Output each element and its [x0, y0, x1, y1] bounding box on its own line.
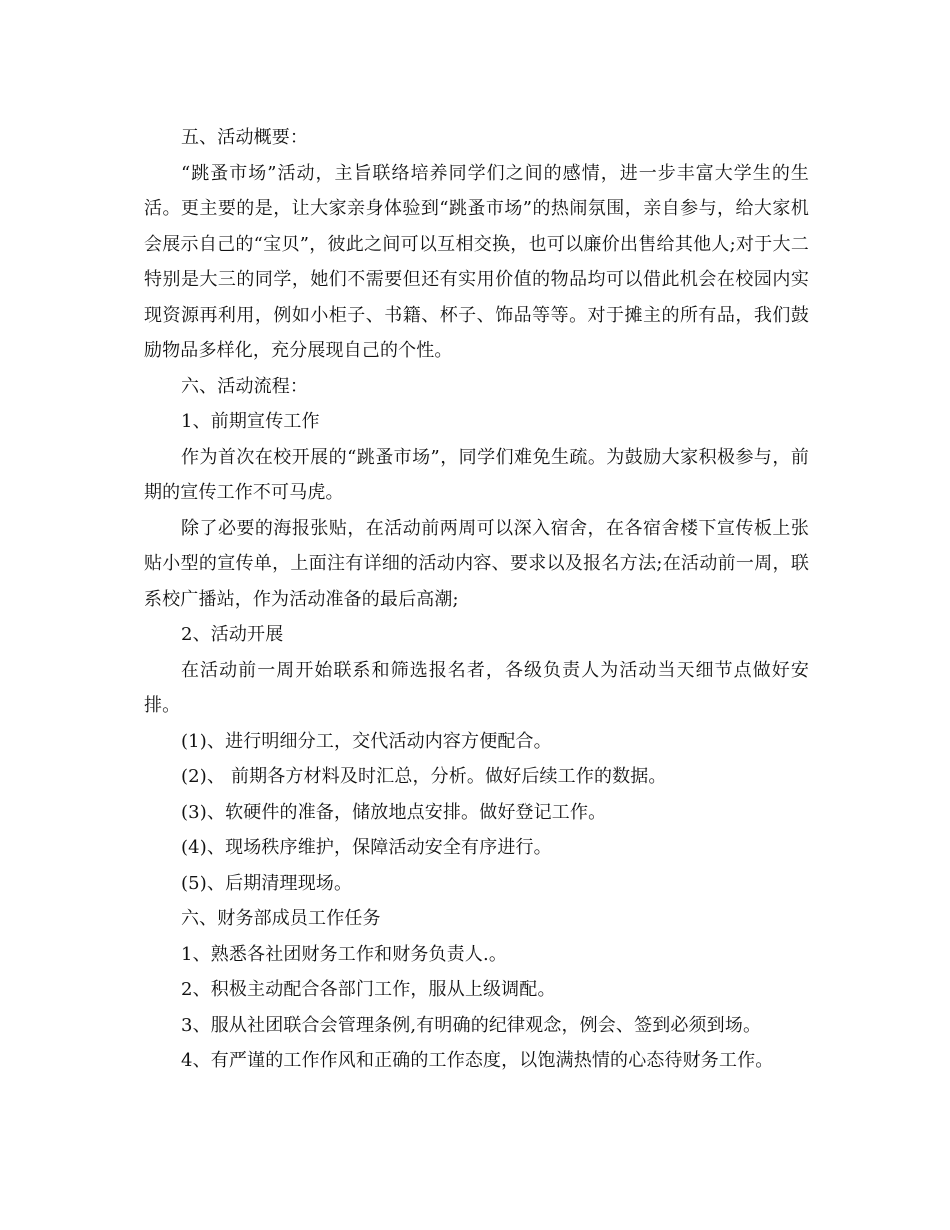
paragraph-activity: 在活动前一周开始联系和筛选报名者，各级负责人为活动当天细节点做好安排。	[144, 659, 809, 716]
list-item: (1)、进行明细分工，交代活动内容方便配合。	[181, 730, 552, 752]
subheading-publicity: 1、前期宣传工作	[181, 411, 320, 432]
section-heading-finance: 六、财务部成员工作任务	[181, 908, 381, 929]
list-item: 1、熟悉各社团财务工作和财务负责人.。	[181, 943, 508, 965]
list-item: (3)、软硬件的准备，储放地点安排。做好登记工作。	[181, 801, 607, 823]
section-heading-overview: 五、活动概要：	[181, 127, 309, 148]
list-item: (2)、 前期各方材料及时汇总，分析。做好后续工作的数据。	[181, 766, 667, 787]
paragraph-publicity-intro: 作为首次在校开展的“跳蚤市场”，同学们难免生疏。为鼓励大家积极参与，前期的宣传工作不可马虎。	[144, 446, 809, 503]
list-item: 4、有严谨的工作作风和正确的工作态度，以饱满热情的心态待财务工作。	[181, 1050, 774, 1071]
paragraph-overview: “跳蚤市场”活动，主旨联络培养同学们之间的感情，进一步丰富大学生的生活。更主要的是，让大家亲身体验到“跳蚤市场”的热闹氛围，亲自参与，给大家机会展示自己的“宝贝”，彼此之间可以互相交换，也可以廉价出售给其他人;对于大二特别是大三的同学，她们不需要但还有实用价值的物品均可以借此机会在校园内实现资源再利用，例如小柜子、书籍、杯子、饰品等等。对于摊主的所有品，我们鼓励物品多样化，充分展现自己的个性。	[144, 162, 809, 361]
document-body	[144, 120, 809, 1079]
list-item: 2、积极主动配合各部门工作，服从上级调配。	[181, 979, 556, 1000]
list-item: (4)、现场秩序维护，保障活动安全有序进行。	[181, 837, 552, 858]
list-item: 3、服从社团联合会管理条例,有明确的纪律观念，例会、签到必须到场。	[181, 1014, 762, 1036]
paragraph-publicity-detail: 除了必要的海报张贴，在活动前两周可以深入宿舍，在各宿舍楼下宣传板上张贴小型的宣传单，上面注有详细的活动内容、要求以及报名方法;在活动前一周，联系校广播站，作为活动准备的最后高潮;	[144, 517, 809, 610]
list-item: (5)、后期清理现场。	[181, 872, 353, 894]
subheading-activity: 2、活动开展	[181, 624, 284, 645]
section-heading-process: 六、活动流程：	[181, 375, 309, 397]
